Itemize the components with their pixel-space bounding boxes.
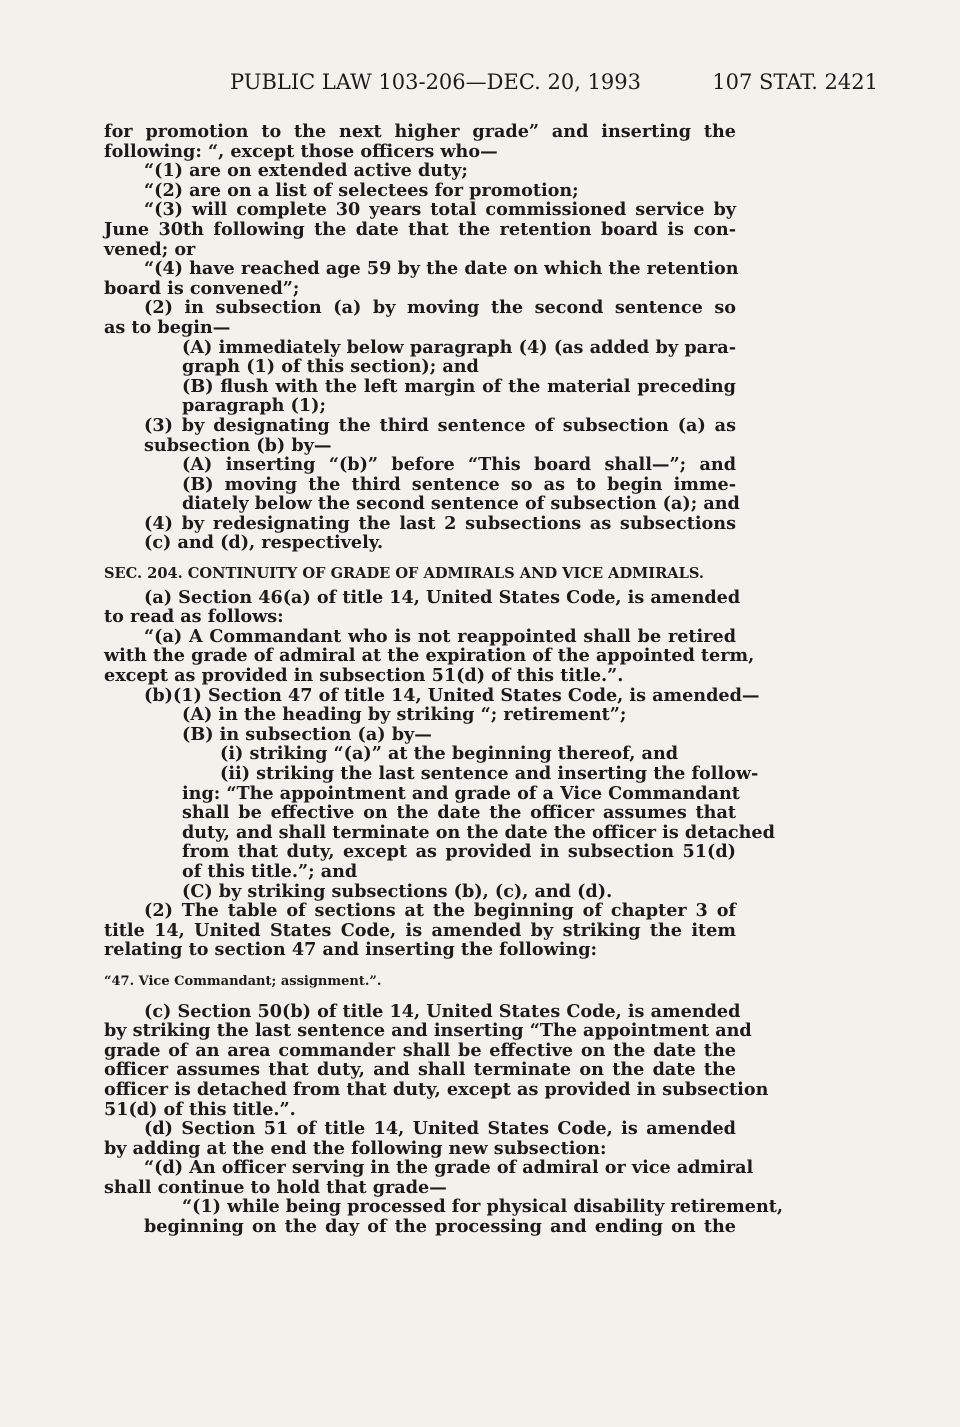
text-line: by striking the last sentence and inserting “The appointment and xyxy=(104,1020,752,1042)
page-number: 107 STAT. 2421 xyxy=(712,70,878,94)
text-line: officer assumes that duty, and shall terminate on the date the xyxy=(104,1059,736,1081)
text-line: “(1) are on extended active duty; xyxy=(144,160,468,182)
text-line: (2) The table of sections at the beginning of chapter 3 of xyxy=(144,900,736,922)
text-line: (a) Section 46(a) of title 14, United States Code, is amended xyxy=(144,586,741,608)
text-line: as to begin— xyxy=(104,316,231,338)
text-line: subsection (b) by— xyxy=(144,434,332,456)
text-line: (c) and (d), respectively. xyxy=(144,532,384,554)
text-line: (B) moving the third sentence so as to begin imme- xyxy=(182,473,736,495)
text-line: (A) immediately below paragraph (4) (as added by para- xyxy=(182,336,736,358)
text-line: relating to section 47 and inserting the following: xyxy=(104,939,597,961)
text-line: shall be effective on the date the officer assumes that xyxy=(182,802,736,824)
section-heading: SEC. 204. CONTINUITY OF GRADE OF ADMIRALS AND VICE ADMIRALS. xyxy=(104,565,704,583)
text-line: board is convened”; xyxy=(104,277,300,299)
text-line: “(2) are on a list of selectees for promotion; xyxy=(144,179,579,201)
text-line: officer is detached from that duty, except as provided in subsection xyxy=(104,1078,769,1100)
text-line: (c) Section 50(b) of title 14, United States Code, is amended xyxy=(144,1000,741,1022)
text-line: (4) by redesignating the last 2 subsections as subsections xyxy=(144,512,736,534)
text-line: paragraph (1); xyxy=(182,395,326,417)
text-line: for promotion to the next higher grade” and inserting the xyxy=(104,121,736,142)
text-line: diately below the second sentence of subsection (a); and xyxy=(182,493,740,515)
text-line: (2) in subsection (a) by moving the second sentence so xyxy=(144,297,736,319)
text-line: (b)(1) Section 47 of title 14, United States Code, is amended— xyxy=(144,684,760,706)
text-line: June 30th following the date that the retention board is con- xyxy=(104,218,736,240)
text-line: graph (1) of this section); and xyxy=(182,356,479,378)
text-line: (B) flush with the left margin of the material preceding xyxy=(182,375,736,397)
text-line: (d) Section 51 of title 14, United States Code, is amended xyxy=(144,1118,736,1140)
text-line: title 14, United States Code, is amended by striking the item xyxy=(104,919,736,941)
text-line: vened; or xyxy=(104,238,196,260)
text-line: duty, and shall terminate on the date the officer is detached xyxy=(182,821,775,843)
text-line: shall continue to hold that grade— xyxy=(104,1176,447,1198)
text-line: (C) by striking subsections (b), (c), and (d). xyxy=(182,880,613,902)
text-line: “(1) while being processed for physical disability retirement, xyxy=(182,1196,784,1218)
text-line: ing: “The appointment and grade of a Vice Commandant xyxy=(182,782,740,804)
text-line: (B) in subsection (a) by— xyxy=(182,723,432,745)
text-line: following: “, except those officers who— xyxy=(104,140,498,162)
text-line: (A) inserting “(b)” before “This board shall—”; and xyxy=(182,454,736,476)
text-line: with the grade of admiral at the expiration of the appointed term, xyxy=(104,645,755,667)
text-line: “(a) A Commandant who is not reappointed shall be retired xyxy=(144,625,736,647)
text-line: “(3) will complete 30 years total commissioned service by xyxy=(144,199,736,221)
text-line: (ii) striking the last sentence and inserting the follow- xyxy=(220,763,759,784)
text-line: 51(d) of this title.”. xyxy=(104,1098,296,1120)
statute-text xyxy=(104,121,784,1238)
text-line: of this title.”; and xyxy=(182,860,358,882)
text-line: beginning on the day of the processing and ending on the xyxy=(144,1216,736,1238)
text-line: “(4) have reached age 59 by the date on which the retention xyxy=(144,258,739,280)
page-header xyxy=(0,70,960,102)
text-line: (3) by designating the third sentence of subsection (a) as xyxy=(144,414,736,436)
text-line: grade of an area commander shall be effective on the date the xyxy=(104,1039,736,1061)
text-line: (A) in the heading by striking “; retirement”; xyxy=(182,704,627,726)
text-line: (i) striking “(a)” at the beginning thereof, and xyxy=(220,743,679,765)
text-line: “(d) An officer serving in the grade of admiral or vice admiral xyxy=(144,1157,754,1179)
table-of-sections-item: “47. Vice Commandant; assignment.”. xyxy=(104,973,382,989)
text-line: to read as follows: xyxy=(104,606,284,628)
text-line: except as provided in subsection 51(d) of this title.”. xyxy=(104,665,624,687)
text-line: by adding at the end the following new subsection: xyxy=(104,1137,607,1159)
running-head: PUBLIC LAW 103-206—DEC. 20, 1993 xyxy=(230,70,642,94)
text-line: from that duty, except as provided in subsection 51(d) xyxy=(182,841,736,863)
